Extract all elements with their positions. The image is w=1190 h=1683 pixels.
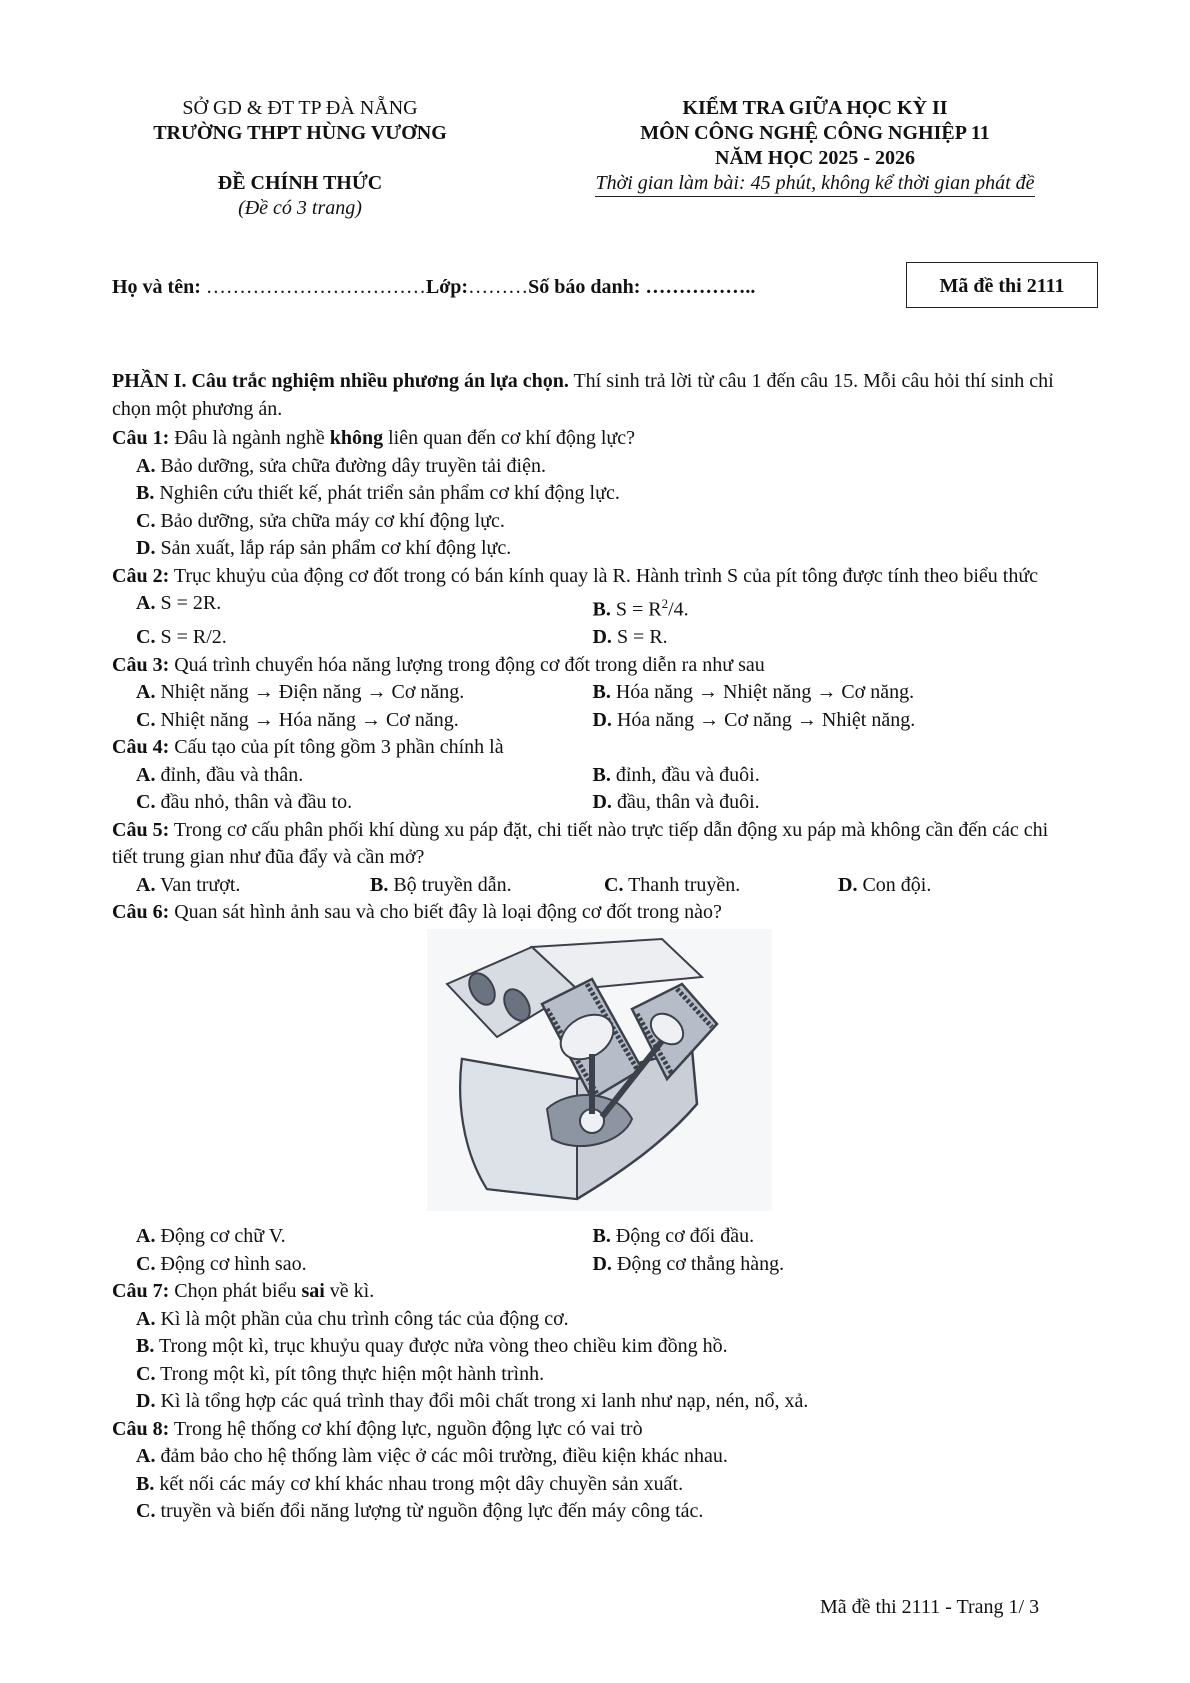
option-text: Nghiên cứu thiết kế, phát triển sản phẩm cơ khí động lực. [159, 482, 620, 504]
question-label: Câu 4: [112, 736, 170, 759]
option-b[interactable] [592, 590, 1072, 624]
question-3 [112, 652, 1072, 735]
option-text: Động cơ hình sao. [160, 1252, 307, 1275]
option-text: Kì là một phần của chu trình công tác của động cơ. [160, 1307, 569, 1330]
question-label: Câu 6: [112, 901, 170, 924]
option-text: Van trượt. [160, 873, 241, 896]
option-letter: B. [136, 1472, 155, 1495]
option-letter: C. [604, 873, 624, 896]
option-letter: C. [136, 626, 156, 649]
option-text: kết nối các máy cơ khí khác nhau trong một dây chuyền sản xuất. [159, 1472, 684, 1495]
option-text: S = R. [616, 626, 668, 649]
option-letter: A. [136, 681, 156, 704]
page-footer: Mã đề thi 2111 - Trang 1/ 3 [820, 1596, 1040, 1618]
department-name: SỞ GD & ĐT TP ĐÀ NẴNG [182, 97, 418, 119]
section-title: PHẦN I. Câu trắc nghiệm nhiều phương án lựa chọn. [112, 370, 569, 392]
class-label: Lớp: [425, 276, 469, 298]
option-c[interactable] [112, 1361, 1072, 1389]
option-text: Sản xuất, lắp ráp sản phẩm cơ khí động lực. [160, 537, 512, 559]
option-a[interactable] [112, 1443, 1072, 1471]
option-c[interactable] [604, 872, 838, 900]
option-b[interactable] [112, 1333, 1072, 1361]
option-d[interactable] [592, 624, 1072, 652]
option-a[interactable] [112, 453, 1072, 481]
option-letter: B. [136, 1335, 155, 1358]
option-letter: C. [136, 509, 156, 532]
official-label: ĐỀ CHÍNH THỨC [217, 172, 383, 194]
question-6 [112, 899, 1072, 1278]
v-engine-illustration [427, 929, 772, 1211]
id-label: Số báo danh: [528, 276, 646, 298]
option-letter: A. [136, 1445, 156, 1468]
question-text: Quan sát hình ảnh sau và cho biết đây là loại động cơ đốt trong nào? [169, 901, 722, 924]
question-text: Trong cơ cấu phân phối khí dùng xu páp đặt, chi tiết nào trực tiếp dẫn động xu páp mà không cần đến các chi tiết trung gian như đũa đẩy và cần mở? [112, 818, 1049, 869]
option-text: S = R [615, 598, 662, 621]
option-c[interactable] [112, 1251, 592, 1279]
question-4 [112, 734, 1072, 817]
option-text: đỉnh, đầu và thân. [160, 763, 304, 786]
exam-title: KIỂM TRA GIỮA HỌC KỲ II [682, 97, 948, 119]
question-label: Câu 5: [112, 818, 170, 841]
subject-title: MÔN CÔNG NGHỆ CÔNG NGHIỆP 11 [640, 122, 990, 144]
option-letter: B. [370, 873, 389, 896]
exam-code-box: Mã đề thi 2111 [906, 262, 1098, 308]
option-text: đỉnh, đầu và đuôi. [615, 763, 760, 786]
option-c[interactable] [112, 1498, 1072, 1526]
option-letter: C. [136, 708, 156, 731]
option-d[interactable] [838, 872, 1072, 900]
option-d[interactable] [112, 535, 1072, 563]
question-label: Câu 1: [112, 427, 170, 449]
option-text: Động cơ đối đầu. [615, 1225, 755, 1248]
option-letter: B. [592, 763, 611, 786]
option-a[interactable] [112, 590, 592, 624]
section-intro [112, 368, 1072, 423]
superscript: 2 [661, 596, 669, 611]
option-text: Con đội. [862, 873, 932, 896]
option-letter: C. [136, 791, 156, 814]
question-label: Câu 8: [112, 1417, 170, 1440]
question-text: Cấu tạo của pít tông gồm 3 phần chính là [169, 736, 504, 759]
option-text: Bảo dưỡng, sửa chữa đường dây truyền tải điện. [160, 454, 546, 477]
option-d[interactable] [112, 1388, 1072, 1416]
option-text: Hóa năng → Cơ năng → Nhiệt năng. [616, 708, 916, 731]
option-c[interactable] [112, 624, 592, 652]
student-info-row [112, 276, 755, 299]
option-letter: D. [592, 626, 612, 649]
id-field[interactable]: …………….. [645, 276, 756, 298]
option-text: S = 2R. [160, 592, 222, 614]
exam-content [112, 368, 1072, 1526]
option-a[interactable] [112, 762, 592, 790]
option-letter: A. [136, 1307, 156, 1330]
question-label: Câu 3: [112, 653, 170, 676]
question-8 [112, 1416, 1072, 1526]
name-label: Họ và tên: [112, 276, 206, 298]
option-letter: D. [136, 1390, 156, 1413]
question-2 [112, 563, 1072, 652]
option-text: Động cơ thẳng hàng. [616, 1252, 785, 1275]
option-letter: A. [136, 763, 156, 786]
option-d[interactable] [592, 707, 1072, 735]
option-text: Trong một kì, trục khuỷu quay được nửa vòng theo chiều kim đồng hồ. [158, 1335, 728, 1358]
time-limit: Thời gian làm bài: 45 phút, không kể thời gian phát đề [595, 171, 1034, 197]
option-b[interactable] [112, 1471, 1072, 1499]
option-letter: B. [592, 598, 611, 621]
header-left [100, 96, 500, 221]
option-text: Thanh truyền. [628, 873, 741, 896]
question-1 [112, 425, 1072, 563]
option-letter: A. [136, 1225, 156, 1248]
question-emphasis: sai [301, 1280, 325, 1303]
question-label: Câu 7: [112, 1280, 170, 1303]
option-letter: B. [592, 1225, 611, 1248]
option-c[interactable] [112, 508, 1072, 536]
option-a[interactable] [112, 1223, 592, 1251]
question-7 [112, 1278, 1072, 1416]
option-text: truyền và biến đổi năng lượng từ nguồn động lực đến máy công tác. [160, 1500, 704, 1523]
option-text: Nhiệt năng → Điện năng → Cơ năng. [160, 681, 465, 704]
class-field[interactable]: ……… [468, 276, 529, 298]
option-text: Bộ truyền dẫn. [393, 873, 512, 896]
option-letter: C. [136, 1362, 156, 1385]
option-text: Kì là tổng hợp các quá trình thay đổi môi chất trong xi lanh như nạp, nén, nổ, xả. [160, 1390, 809, 1413]
question-label: Câu 2: [112, 564, 170, 587]
question-text: liên quan đến cơ khí động lực? [383, 427, 636, 449]
header-right [525, 96, 1105, 197]
option-letter: B. [136, 482, 155, 504]
page-count: (Đề có 3 trang) [238, 197, 362, 219]
option-letter: D. [592, 1252, 612, 1275]
question-text: Trục khuỷu của động cơ đốt trong có bán kính quay là R. Hành trình S của pít tông được tính theo biểu thức [169, 564, 1039, 587]
question-text: Trong hệ thống cơ khí động lực, nguồn động lực có vai trò [169, 1417, 643, 1440]
option-a[interactable] [112, 679, 592, 707]
option-text: đảm bảo cho hệ thống làm việc ở các môi trường, điều kiện khác nhau. [160, 1445, 728, 1468]
option-d[interactable] [592, 1251, 1072, 1279]
name-field[interactable]: …………………………… [205, 276, 426, 298]
option-text: Hóa năng → Nhiệt năng → Cơ năng. [615, 681, 915, 704]
option-b[interactable] [592, 1223, 1072, 1251]
question-emphasis: không [329, 427, 384, 449]
option-letter: D. [592, 791, 612, 814]
option-b[interactable] [592, 679, 1072, 707]
option-letter: A. [136, 592, 156, 614]
option-c[interactable] [112, 789, 592, 817]
option-letter: D. [136, 537, 156, 559]
option-letter: C. [136, 1500, 156, 1523]
school-year: NĂM HỌC 2025 - 2026 [715, 147, 915, 169]
question-text: về kì. [324, 1280, 375, 1303]
option-a[interactable] [136, 872, 370, 900]
option-text: đầu, thân và đuôi. [616, 791, 760, 814]
option-d[interactable] [592, 789, 1072, 817]
option-text: Nhiệt năng → Hóa năng → Cơ năng. [160, 708, 459, 731]
question-text: Quá trình chuyển hóa năng lượng trong động cơ đốt trong diễn ra như sau [169, 653, 765, 676]
school-name: TRƯỜNG THPT HÙNG VƯƠNG [153, 122, 447, 144]
option-text: đầu nhỏ, thân và đầu to. [160, 791, 353, 814]
option-letter: D. [838, 873, 858, 896]
option-b[interactable] [112, 480, 1072, 508]
option-a[interactable] [112, 1306, 1072, 1334]
option-letter: C. [136, 1252, 156, 1275]
option-text: /4. [668, 598, 689, 621]
option-text: S = R/2. [160, 626, 227, 649]
question-5 [112, 817, 1072, 900]
option-text: Trong một kì, pít tông thực hiện một hành trình. [160, 1362, 545, 1385]
option-letter: B. [592, 681, 611, 704]
question-text: Đâu là ngành nghề [169, 427, 330, 449]
option-text: Bảo dưỡng, sửa chữa máy cơ khí động lực. [160, 509, 505, 532]
option-letter: A. [136, 873, 156, 896]
option-letter: A. [136, 454, 156, 477]
option-b[interactable] [370, 872, 604, 900]
option-text: Động cơ chữ V. [160, 1225, 286, 1248]
question-text: Chọn phát biểu [169, 1280, 302, 1303]
option-c[interactable] [112, 707, 592, 735]
section-description: Thí sinh trả lời từ câu 1 đến câu 15. Mỗi câu hỏi thí sinh chỉ chọn một phương án. [112, 370, 1054, 420]
option-b[interactable] [592, 762, 1072, 790]
option-letter: D. [592, 708, 612, 731]
